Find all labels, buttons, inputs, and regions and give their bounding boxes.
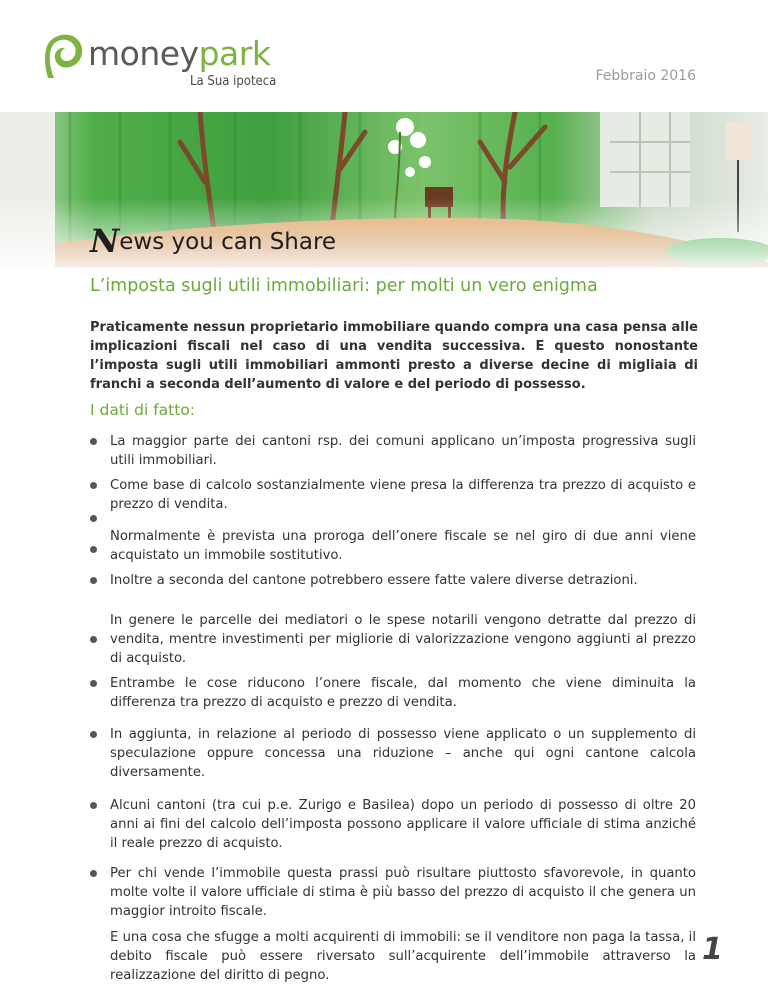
bullet-dot: [90, 546, 97, 553]
moneypark-logo: [40, 32, 280, 92]
bullet-dot: [90, 731, 97, 738]
brand-tagline: La Sua ipoteca: [190, 74, 277, 89]
moneypark-logo-icon: [40, 32, 86, 80]
title-rest: ews you can Share: [119, 229, 337, 255]
bullet-dot: [90, 680, 97, 687]
facts-heading: I dati di fatto:: [90, 401, 196, 419]
closing-paragraph-text: E una cosa che sfugge a molti acquirenti di immobili: se il venditore non paga la tassa, il debito fiscale può essere riversato sull’acquirente dell’immobile attraverso la realizzazione del diritto di pegno.: [110, 930, 696, 983]
bullet-dot: [90, 577, 97, 584]
title-initial: N: [90, 222, 120, 260]
list-item-text: Come base di calcolo sostanzialmente viene presa la differenza tra prezzo di acquisto e prezzo di vendita.: [110, 478, 696, 512]
brand-name: [88, 34, 270, 73]
bullet-dot: [90, 636, 97, 643]
list-item-text: La maggior parte dei cantoni rsp. dei comuni applicano un’imposta progressiva sugli utili immobiliari.: [110, 434, 696, 468]
list-item-text: Per chi vende l’immobile questa prassi può risultare piuttosto sfavorevole, in quanto molte volte il valore ufficiale di stima è più basso del prezzo di acquisto il che genera un maggior introito fiscale.: [110, 866, 696, 919]
bullet-dot: [90, 870, 97, 877]
list-item-text: Entrambe le cose riducono l’onere fiscale, dal momento che viene diminuita la differenza tra prezzo di acquisto e prezzo di vendita.: [110, 676, 696, 710]
bullet-dot: [90, 515, 97, 522]
list-item-text: In genere le parcelle dei mediatori o le spese notarili vengono detratte dal prezzo di vendita, mentre investimenti per migliorie di valorizzazione vengono aggiunti al prezzo di acquisto.: [110, 613, 696, 666]
bullet-dot: [90, 482, 97, 489]
article-headline: L’imposta sugli utili immobiliari: per molti un vero enigma: [90, 276, 598, 296]
list-item-text: Inoltre a seconda del cantone potrebbero essere fatte valere diverse detrazioni.: [110, 573, 638, 588]
list-item-text: In aggiunta, in relazione al periodo di possesso viene applicato o un supplemento di speculazione oppure concessa una riduzione – anche qui ogni cantone calcola diversamente.: [110, 727, 696, 780]
intro-paragraph: Praticamente nessun proprietario immobiliare quando compra una casa pensa alle implicazioni fiscali nel caso di una vendita successiva. E questo nonostante l’imposta sugli utili immobiliari ammonti presto a diverse decine di migliaia di franchi a seconda dell’aumento di valore e del periodo di possesso.: [90, 320, 698, 392]
brand-name-part1: money: [88, 34, 199, 73]
page-number: 1: [702, 932, 723, 967]
bullet-dot: [90, 802, 97, 809]
list-item-text: Alcuni cantoni (tra cui p.e. Zurigo e Basilea) dopo un periodo di possesso di oltre 20 anni ai fini del calcolo dell’imposta possono applicare il valore ufficiale di stima anziché il reale prezzo di acquisto.: [110, 798, 696, 851]
news-you-can-share-title: [90, 222, 336, 260]
bullet-dot: [90, 438, 97, 445]
issue-date: Febbraio 2016: [595, 68, 696, 84]
brand-name-part2: park: [198, 34, 271, 73]
list-item-text: Normalmente è prevista una proroga dell’onere fiscale se nel giro di due anni viene acquistato un immobile sostitutivo.: [110, 529, 696, 563]
